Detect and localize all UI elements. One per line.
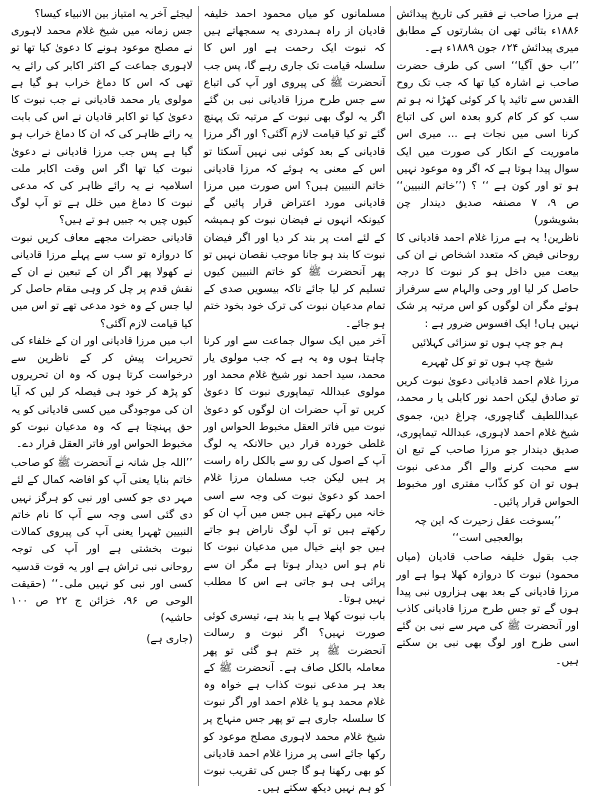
column-right — [391, 6, 584, 786]
paragraph: باب نبوت کھلا ہے یا بند ہے، تیسری کوئی صورت نہیں؟ اگر نبوت و رسالت آنحضرت ﷺ پر ختم ہو گئی تو پھر معاملہ بالکل صاف ہے۔ آنحضرت ﷺ کے بعد ہر مدعی نبوت کذاب ہے خواہ وہ غلام محمد ہو یا غلام احمد اور اگر نبوت کا سلسلہ جاری ہے تو پھر جس منہاج پر شیخ غلام محمد لاہوری مصلح موعود کو رکھا جائے اسی پر مرزا غلام احمد قادیانی کو بھی رکھنا ہو گا جس کی تقریب نبوت کو ہم نہیں دیکھ سکتے ہیں۔ — [203, 610, 386, 795]
paragraph: مسلمانوں کو میاں محمود احمد خلیفہ قادیان از راہ ہمدردی یہ سمجھاتے ہیں کہ نبوت ایک رحمت ہے اور اس کا سلسلہ قیامت تک جاری رہے گا، پس جب آنحضرت ﷺ کی پیروی اور آپ کی اتباع سے جس طرح مرزا قادیانی نبی بن گئے اگر یہ لوگ بھی نبوت کے مرتبہ تک پہنچ گئے تو کیا قیامت لازم آگئی؟ اور اگر مرزا قادیانی کے بعد کوئی نبی نہیں آسکتا تو اس کے معنی یہ ہوئے کہ مرزا قادیانی خاتم النبیین ہیں؟ اس صورت میں مرزا قادیانی مورد اعتراض قرار پائیں گے کیونکہ انہوں نے فیضان نبوت کو ہمیشہ کے لئے امت پر بند کر دیا اور اگر فیضان نبوت کا بند ہو جانا موجب نقصان نہیں تو پھر آنحضرت ﷺ کو خاتم النبیین کیوں تسلیم کر لیا جائے تاکہ بیسویں صدی کے تمام مدعیان نبوت کی ترک خود بخود ختم ہو جائے۔ — [203, 8, 386, 330]
column-left — [6, 6, 199, 786]
columns — [6, 6, 584, 795]
paragraph: ’’اب حق آگیا‘‘ اسی کی طرف حضرت صاحب نے اشارہ کیا تھا کہ جب تک روح القدس سے تائید پا کر کوئی کھڑا نہ ہو تم سب کو کر کام کرو بعدہ اس کی اتباع کرنا اسی میں نجات ہے ... میری اس ماموریت کے انکار کی صورت میں ایک سوال پیدا ہوتا ہے کہ اگر وہ موعود نہیں ہو تو اور کون ہے ‘‘ ؟ (’’خاتم النبیین‘‘ ص ۹، ۷ مصنفہ صدیق دیندار چن بشویشور) — [396, 59, 580, 227]
quote-block: ’’اللہ جل شانہ نے آنحضرت ﷺ کو صاحب خاتم بنایا یعنی آپ کو افاضہ کمال کے لئے مہر دی جو کسی اور نبی کو ہرگز نہیں دی گئی اسی وجہ سے آپ کا نام خاتم النبیین ٹھہرا یعنی آپ کی پیروی کمالات نبوت بخشتی ہے اور آپ کی توجہ روحانی نبی تراش ہے اور یہ قوت قدسیہ کسی اور نبی کو نہیں ملی۔‘‘ (حقیقت الوحی ص ۹۶، خزائن ج ۲۲ ص ۱۰۰ حاشیہ) — [11, 457, 193, 625]
paragraph: آخر میں ایک سوال جماعت سے اور کرنا چاہتا ہوں وہ یہ ہے کہ جب مولوی یار محمد، سید احمد نور شیخ غلام محمد اور مولوی عبداللہ تیماپوری نبوت کا دعویٰ کریں تو آپ حضرات ان لوگوں کو دعویٰ نبوت میں فاتر العقل مخبوط الحواس اور غلطی خوردہ قرار دیں حالانکہ یہ لوگ آپ کے اصول کی رو سے بالکل راہ راست پر ہیں لیکن جب مسلمان مرزا غلام احمد کو دعویٰ نبوت کی وجہ سے اسی خانہ میں رکھتے ہیں جس میں آپ ان کو رکھتے ہیں تو آپ لوگ ناراض ہو جاتے ہیں جو اپنے خیال میں مدعیان نبوت کا نام ہو اس دیدار ہوتا ہے مگر ان سے پرائی ہی ہو جاتی ہے اس کا مطلب نہیں ہوتا۔ — [203, 334, 386, 605]
persian-quote: ’’بسوخت عقل زحیرت کہ این چہ بوالعجبی است‘‘ — [414, 514, 562, 545]
paragraph: مرزا غلام احمد قادیانی دعویٰ نبوت کریں تو صادق لیکن احمد نور کابلی یا ر محمد، عبداللطیف گناچوری، چراغ دین، جموی شیخ غلام احمد لاہوری، عبداللہ تیماپوری، صدیق دیندار جو مرزا صاحب کے تبع ان سے محبت کرنے والے اگر مدعی نبوت ہوں تو ان کو کذّاب مفتری اور مخبوط الحواس قرار پائیں۔ — [396, 375, 579, 508]
paragraph: اب میں مرزا قادیانی اور ان کے خلفاء کی تحریرات پیش کر کے ناظرین سے درخواست کرتا ہوں کہ وہ ان تحریروں کو پڑھ کر خود ہی فیصلہ کر لیں کہ آیا ان کی موجودگی میں کسی قادیانی کو یہ حق پہنچتا ہے کہ وہ مدعیان نبوت کو مخبوط الحواس اور فاتر العقل قرار دے۔ — [11, 334, 193, 451]
paragraph: ہے مرزا صاحب نے فقیر کی تاریخ پیدائش ۱۸۸۶ء بتائی تھی ان بشارتوں کے مطابق میری پیدائش ۲۴؍ جون ۱۸۸۹ء ہے۔ — [396, 8, 579, 55]
paragraph: جس زمانہ میں شیخ غلام محمد لاہوری نے مصلح موعود ہونے کا دعویٰ کیا تھا تو لاہوری جماعت کے اکثر اکابر کی رائے یہ تھی کہ اس کا دماغ خراب ہو گیا ہے مولوی یار محمد قادیانی نے جب نبوت کا دعویٰ کیا تو اکابر قادیان نے اس کی بابت یہ رائے ظاہر کی کہ ان کا دماغ خراب ہو گیا ہے پس جب مرزا قادیانی نے دعویٰ نبوت کیا تھا اگر اس وقت اکابر ملت اسلامیہ نے یہ رائے ظاہر کی کہ مدعی نبوت کا دماغ میں خلل ہے تو آپ لوگ کیوں چیں بہ جبیں ہو تے ہیں؟ — [11, 25, 193, 227]
paragraph: قادیانی حضرات مجھے معاف کریں نبوت کا دروازہ تو سب سے پہلے مرزا قادیانی نے کھولا پھر اگر ان کے تبعین نے ان کے نقش قدم پر چل کر وہی مقام حاصل کر لیا جس کے وہ خود مدعی تھے تو اس میں کیا قیامت لازم آگئی؟ — [11, 231, 193, 330]
paragraph: ناظرین! یہ ہے مرزا غلام احمد قادیانی کا روحانی فیض کہ متعدد اشخاص نے ان کی بیعت میں داخل ہو کر نبوت کا درجہ حاصل کر لیا اور وحی والہام سے سرفراز ہوئے مگر ان لوگوں کو اس مرتبہ پر شک نہیں ہاں! ایک افسوس ضرور ہے : — [396, 231, 579, 330]
column-middle — [199, 6, 392, 795]
paragraph: جب بقول خلیفہ صاحب قادیان (میاں محمود) نبوت کا دروازہ کھلا ہوا ہے اور مرزا قادیانی کے بعد بھی ہزاروں نبی پیدا ہوں گے تو جس طرح مرزا قادیانی کاذب اور آنحضرت ﷺ کی مہر سے نبی بن گئے اسی طرح اور لوگ بھی نبی بن سکتے ہیں۔ — [396, 551, 579, 667]
verse-line: شیخ چپ ہوں تو تو کل ٹھہرے — [421, 356, 554, 369]
verse-line: ہم جو چپ ہوں تو سزائی کہلائیں — [411, 336, 564, 349]
paragraph: لیجئے آخر یہ امتیاز بین الانبیاء کیسا؟ — [34, 8, 193, 20]
continued-label: (جاری ہے) — [146, 633, 193, 646]
